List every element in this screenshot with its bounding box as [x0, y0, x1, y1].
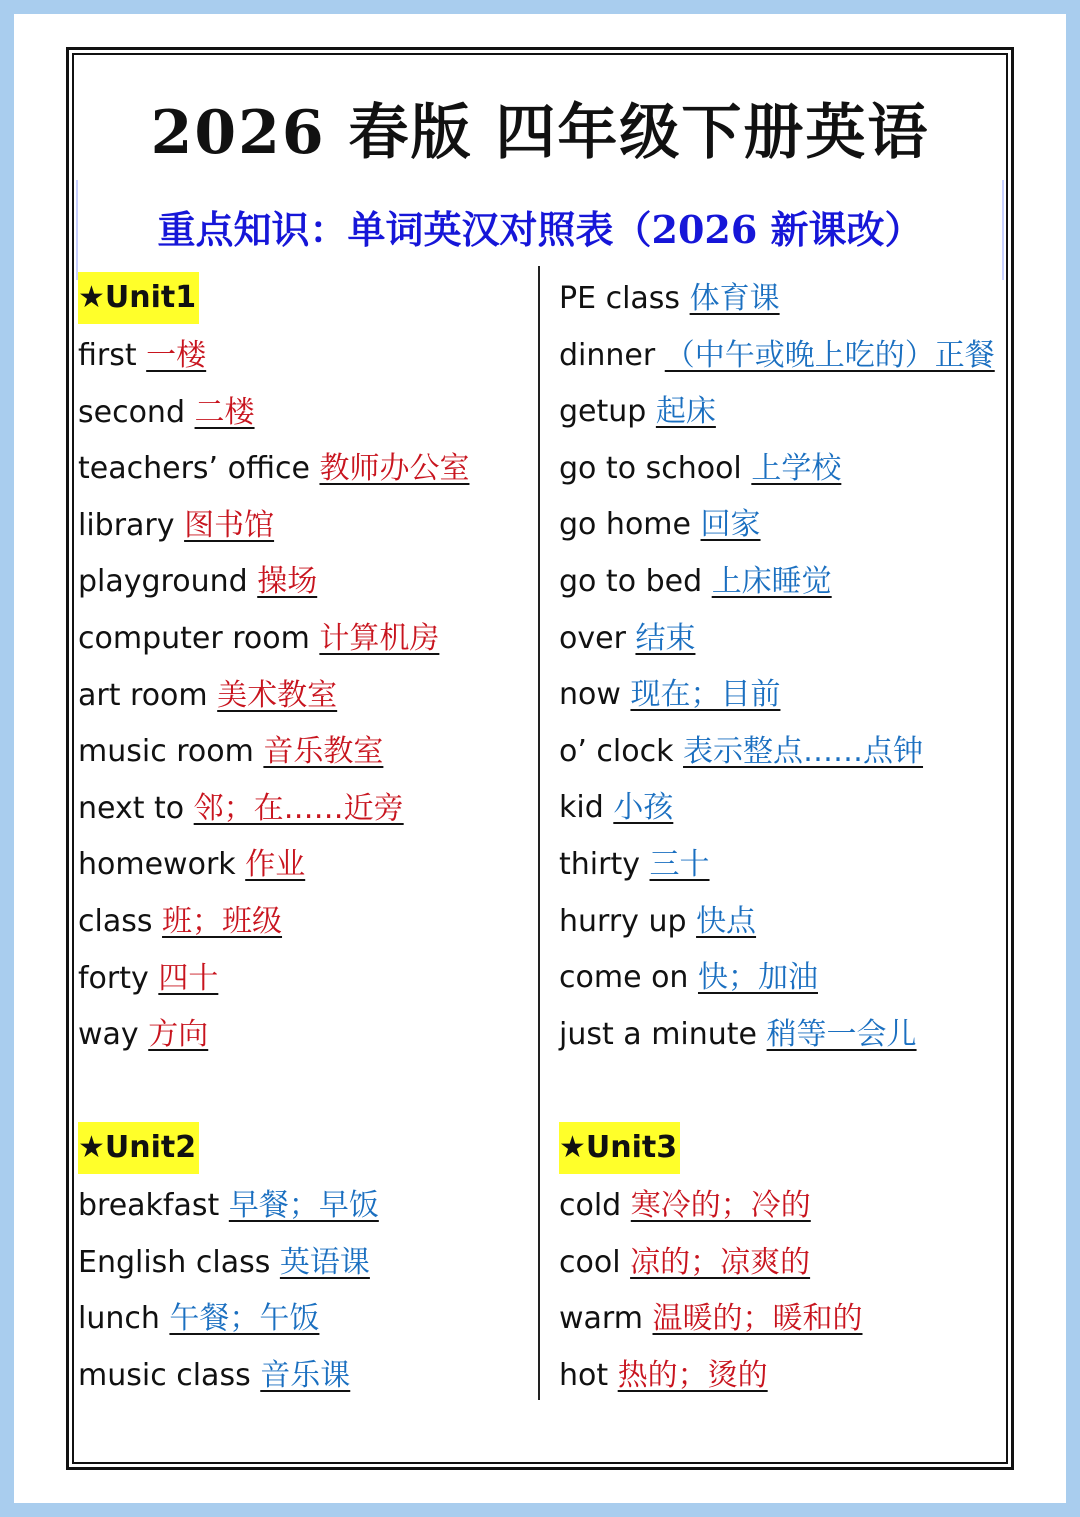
vocab-english: come on	[559, 960, 689, 996]
vocab-row	[78, 336, 206, 376]
vocab-row	[78, 1243, 370, 1283]
vocab-english: class	[78, 904, 153, 939]
vocab-chinese: 午餐；午饭	[169, 1301, 320, 1337]
vocab-chinese: 热的；烫的	[617, 1357, 768, 1393]
vocab-english: first	[78, 338, 137, 373]
vocab-chinese: 快点	[696, 903, 757, 939]
vocab-row	[559, 562, 832, 602]
vocab-chinese: 音乐教室	[263, 734, 384, 770]
vocab-chinese: （中午或晚上吃的）正餐	[664, 337, 995, 373]
vocab-english: second	[78, 394, 185, 430]
vocab-english: next to	[78, 790, 185, 826]
vocab-english: hurry up	[559, 903, 687, 939]
vocab-english: now	[559, 677, 621, 713]
vocab-row	[559, 845, 710, 885]
unit3-heading: ★Unit3	[559, 1122, 680, 1174]
vocab-english: dinner	[559, 337, 656, 373]
vocab-row	[78, 732, 383, 772]
vocab-chinese: 计算机房	[319, 621, 440, 656]
vocab-english: computer room	[78, 621, 310, 656]
vocab-english: PE class	[559, 281, 681, 316]
vocab-english: thirty	[559, 847, 640, 882]
vocab-chinese: 邻；在……近旁	[193, 790, 404, 826]
vocab-chinese: 图书馆	[184, 507, 275, 543]
vocab-row	[559, 788, 673, 828]
vocab-chinese: 一楼	[146, 338, 207, 373]
vocab-english: music class	[78, 1357, 251, 1393]
vocab-english: art room	[78, 677, 208, 713]
vocab-english: forty	[78, 960, 149, 996]
vocab-row	[559, 1186, 811, 1226]
vocab-chinese: 表示整点……点钟	[683, 733, 924, 769]
vocab-english: English class	[78, 1244, 271, 1280]
vocab-english: cold	[559, 1188, 622, 1223]
vocab-english: go to school	[559, 450, 742, 486]
vocab-row	[78, 845, 305, 885]
vocab-chinese: 现在；目前	[630, 677, 781, 713]
unit1-heading: ★Unit1	[78, 272, 199, 324]
vocab-row	[559, 1243, 810, 1283]
vocab-row	[78, 1356, 350, 1396]
vocab-english: lunch	[78, 1301, 160, 1337]
unit2-heading: ★Unit2	[78, 1122, 199, 1174]
vocab-english: warm	[559, 1301, 643, 1337]
vocab-chinese: 班；班级	[162, 904, 283, 939]
vocab-row	[78, 902, 282, 942]
vocab-chinese: 稍等一会儿	[766, 1016, 917, 1052]
vocab-row	[78, 676, 337, 716]
vocab-row	[559, 449, 841, 489]
vocab-english: go home	[559, 507, 691, 543]
vocab-row	[559, 675, 780, 715]
vocab-row	[78, 393, 255, 433]
vocab-chinese: 二楼	[194, 394, 255, 430]
vocab-chinese: 凉的；凉爽的	[630, 1244, 811, 1280]
vocab-row	[559, 958, 818, 998]
vocab-chinese: 回家	[700, 507, 761, 543]
vocab-chinese: 快；加油	[697, 960, 818, 996]
vocab-chinese: 四十	[158, 960, 219, 996]
vocab-chinese: 作业	[245, 847, 306, 883]
vocab-chinese: 寒冷的；冷的	[630, 1188, 811, 1223]
column-divider	[538, 266, 540, 1400]
vocab-row	[559, 505, 761, 545]
vocab-chinese: 起床	[655, 394, 716, 430]
vocab-chinese: 三十	[649, 847, 710, 882]
vocab-english: getup	[559, 394, 647, 430]
vocab-english: cool	[559, 1244, 621, 1280]
vocab-english: hot	[559, 1357, 609, 1393]
vocab-row	[559, 732, 923, 772]
vocab-row	[559, 1015, 917, 1055]
vocab-row	[78, 619, 439, 659]
vocab-row	[78, 506, 274, 546]
vocab-english: playground	[78, 564, 248, 600]
vocab-row	[559, 336, 995, 376]
vocab-row	[78, 562, 317, 602]
vocab-english: kid	[559, 790, 604, 826]
vocab-english: o’ clock	[559, 733, 674, 769]
vocab-chinese: 英语课	[279, 1244, 370, 1280]
vocab-chinese: 上学校	[751, 450, 842, 486]
page-title: 2026 春版 四年级下册英语	[150, 98, 930, 168]
vocab-chinese: 方向	[148, 1017, 209, 1053]
vocab-chinese: 小孩	[613, 790, 674, 826]
vocab-english: teachers’ office	[78, 451, 310, 487]
vocab-row	[78, 959, 218, 999]
vocab-chinese: 结束	[635, 620, 696, 656]
vocab-chinese: 教师办公室	[319, 451, 470, 487]
vocab-row	[78, 1015, 208, 1055]
vocab-row	[559, 279, 780, 319]
vocab-chinese: 早餐；早饭	[228, 1188, 379, 1223]
vocab-row	[559, 619, 695, 659]
vocab-english: go to bed	[559, 564, 703, 599]
vocab-row	[559, 902, 756, 942]
vocab-chinese: 美术教室	[217, 677, 338, 713]
vocab-chinese: 体育课	[689, 281, 780, 316]
vocab-row	[78, 1299, 319, 1339]
vocab-english: homework	[78, 847, 236, 883]
vocab-english: over	[559, 620, 626, 656]
vocab-english: music room	[78, 734, 254, 770]
vocab-chinese: 温暖的；暖和的	[652, 1301, 863, 1337]
vocab-chinese: 音乐课	[260, 1357, 351, 1393]
vocab-row	[78, 1186, 379, 1226]
vocab-english: library	[78, 507, 175, 543]
vocab-row	[559, 392, 716, 432]
vocab-chinese: 上床睡觉	[711, 564, 832, 599]
vocab-row	[559, 1299, 863, 1339]
vocab-english: just a minute	[559, 1016, 758, 1052]
vocab-chinese: 操场	[257, 564, 318, 600]
vocab-row	[78, 789, 404, 829]
vocab-english: way	[78, 1017, 139, 1053]
vocab-row	[559, 1356, 768, 1396]
vocab-row	[78, 449, 469, 489]
vocab-english: breakfast	[78, 1188, 220, 1223]
page-subtitle: 重点知识：单词英汉对照表（2026 新课改）	[76, 180, 1004, 280]
